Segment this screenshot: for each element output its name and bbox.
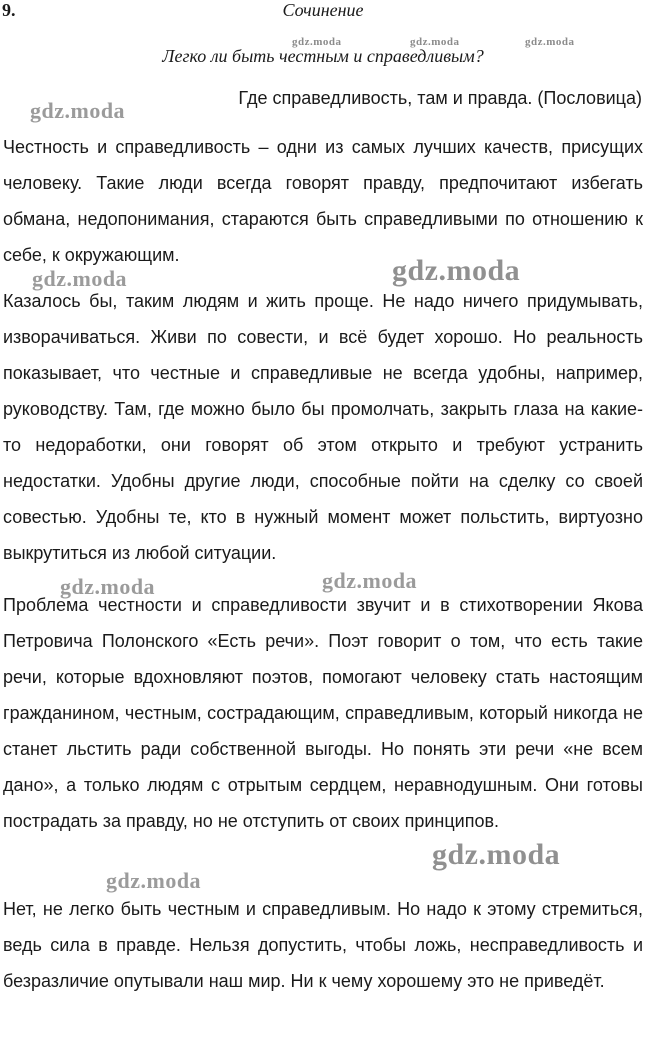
paragraph-4: Нет, не легко быть честным и справедливым. Но надо к этому стремиться, ведь сила в правде. Нельзя допустить, чтобы ложь, несправедливость и безразличие опутывали наш мир. Ни к чему хорошему это не приведёт. (3, 899, 643, 991)
task-number: 9. (2, 0, 16, 20)
essay-title: Легко ли быть честным и справедливым? (162, 46, 484, 66)
watermark: gdz.moda (392, 254, 521, 287)
watermark: gdz.moda (32, 266, 128, 291)
paragraph-3: Проблема честности и справедливости звучит и в стихотворении Якова Петровича Полонского «Есть речи». Поэт говорит о том, что есть такие речи, которые вдохновляют поэтов, помогают человеку стать настоящим гражданином, честным, сострадающим, справедливым, который никогда не станет льстить ради собственной выгоды. Но понять эти речи «не всем дано», а только людям с отрытым сердцем, неравнодушным. Они готовы пострадать за правду, но не отступить от своих принципов. (3, 595, 643, 831)
watermark: gdz.moda (410, 36, 460, 48)
epigraph: Где справедливость, там и правда. (Пословица) (238, 88, 642, 108)
paragraph-1: Честность и справедливость – одни из самых лучших качеств, присущих человеку. Такие люди всегда говорят правду, предпочитают избегать обмана, недопонимания, стараются быть справедливыми по отношению к себе, к окружающим. (3, 137, 643, 265)
watermark: gdz.moda (106, 868, 202, 893)
document-kind: Сочинение (282, 0, 364, 20)
watermark: gdz.moda (432, 838, 561, 871)
watermark: gdz.moda (30, 98, 126, 123)
watermark: gdz.moda (322, 568, 418, 593)
watermark: gdz.moda (525, 36, 575, 48)
watermark: gdz.moda (292, 36, 342, 48)
paragraph-2: Казалось бы, таким людям и жить проще. Не надо ничего придумывать, изворачиваться. Живи по совести, и всё будет хорошо. Но реальность показывает, что честные и справедливые не всегда удобны, например, руководству. Там, где можно было бы промолчать, закрыть глаза на какие-то недоработки, они говорят об этом открыто и требуют устранить недостатки. Удобны другие люди, способные пойти на сделку со своей совестью. Удобны те, кто в нужный момент может польстить, виртуозно выкрутиться из любой ситуации. (3, 291, 643, 563)
watermark: gdz.moda (60, 574, 156, 599)
